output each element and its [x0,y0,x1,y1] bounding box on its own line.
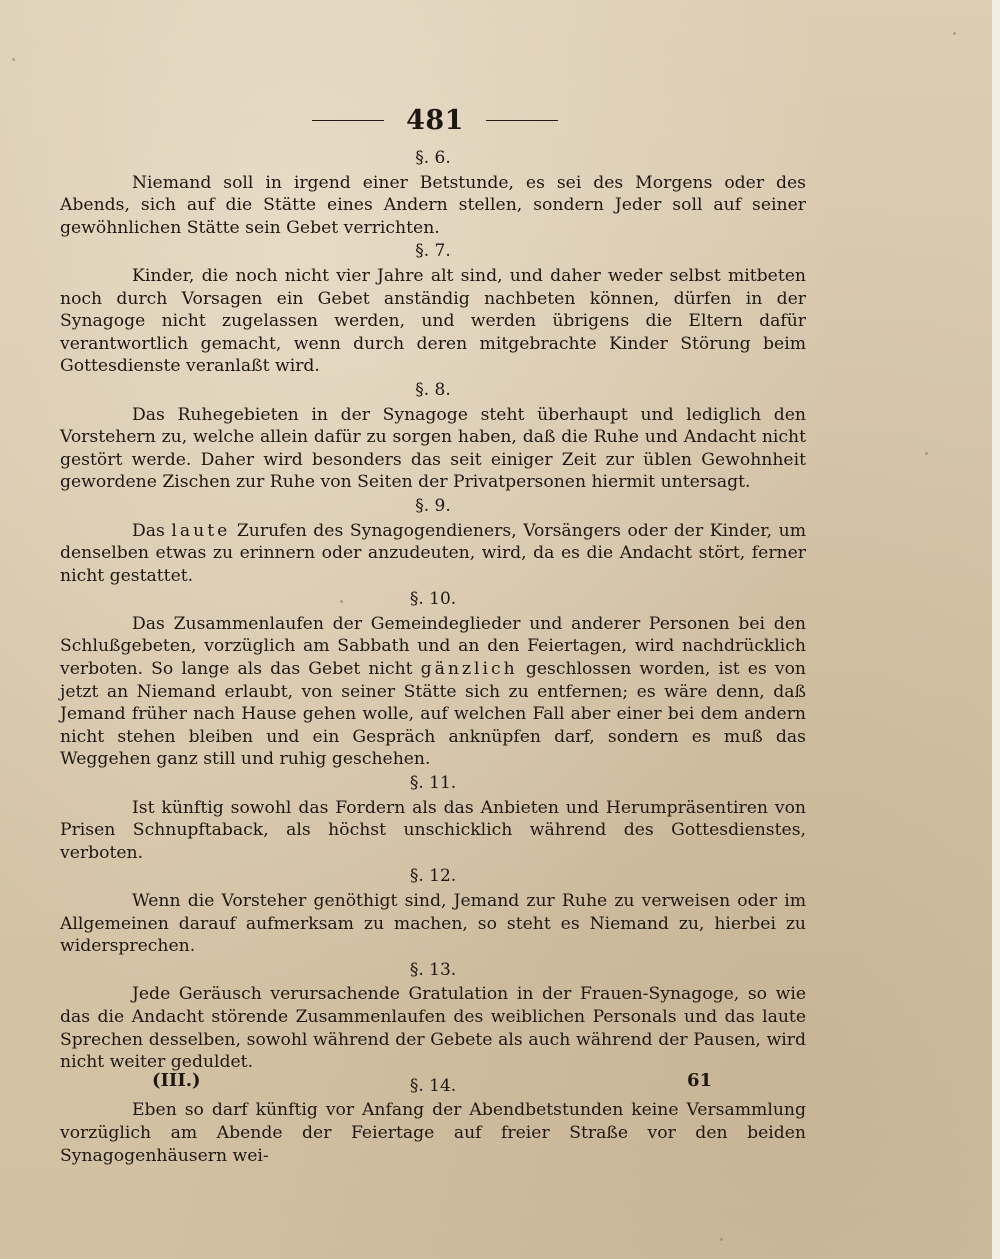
section-paragraph [60,520,806,588]
section-paragraph [60,613,806,771]
section-heading: §. 14. [409,1075,457,1096]
paragraph-text: geschlossen worden, ist es von jetzt an Niemand erlaubt, von seiner Stätte sich zu entfernen; es wäre denn, daß Jemand früher nach Hause gehen wolle, auf welchen Fall aber einer bei dem andern nicht stehen bleiben und ein Gespräch anknüpfen darf, sondern es muß das Weggehen ganz still und ruhig geschehen. [60,659,806,770]
section-heading: §. 12. [409,866,457,887]
section-heading: §. 9. [415,495,451,516]
signature-mark: (III.) [152,1070,201,1091]
page-edge [992,0,1000,1259]
paper-speck [925,452,928,455]
section-paragraph: Eben so darf künftig vor Anfang der Abendbetstunden keine Versammlung vorzüglich am Abende der Feiertage auf freier Straße vor den beiden Synagogenhäusern wei- [60,1100,806,1166]
page-number: 481 [406,104,464,136]
header-rule-left [312,120,384,121]
section-heading: §. 8. [415,379,451,400]
page-footer [152,1070,712,1091]
paragraph-text: Das [132,520,172,541]
emphasized-word: gänzlich [420,659,518,680]
paper-speck [12,58,15,61]
section-paragraph: Jede Geräusch verursachende Gratulation in der Frauen-Synagoge, so wie das die Andacht störende Zusammenlaufen des weiblichen Personals und das laute Sprechen desselben, sowohl während der Gebete als auch während der Pausen, wird nicht weiter geduldet. [60,984,806,1073]
sheet-number: 61 [686,1070,712,1091]
section-heading: §. 11. [409,773,457,794]
paper-speck [953,32,956,35]
paper-speck [720,1238,723,1241]
section-heading: §. 6. [415,148,451,168]
paragraph-text: Zurufen des Synagogendieners, Vorsängers oder der Kinder, um denselben etwas zu erinnern oder anzudeuten, wird, da es die Andacht stört, ferner nicht gestattet. [60,520,806,586]
section-paragraph: Wenn die Vorsteher genöthigt sind, Jemand zur Ruhe zu verweisen oder im Allgemeinen darauf aufmerksam zu machen, so steht es Niemand zu, hierbei zu widersprechen. [60,891,806,957]
section-paragraph: Kinder, die noch nicht vier Jahre alt sind, und daher weder selbst mitbeten noch durch Vorsagen ein Gebet anständig nachbeten können, dürfen in der Synagoge nicht zugelassen werden, und werden übrigens die Eltern dafür verantwortlich gemacht, wenn durch deren mitgebrachte Kinder Störung beim Gottesdienste veranlaßt wird. [60,265,806,377]
section-heading: §. 13. [409,959,457,980]
paragraph-text: Das Zusammenlaufen der Gemeindeglieder und anderer Personen bei den Schlußgebeten, vorzüglich am Sabbath und an den Feiertagen, wird nachdrücklich verboten. So lange als das Gebet nicht [60,613,806,680]
page-header [310,102,560,138]
header-rule-right [486,120,558,121]
emphasized-word: laute [171,520,231,541]
section-paragraph: Ist künftig sowohl das Fordern als das Anbieten und Herumpräsentiren von Prisen Schnupftaback, als höchst unschicklich während des Gottesdienstes, verboten. [60,797,806,863]
section-paragraph: Niemand soll in irgend einer Betstunde, es sei des Morgens oder des Abends, sich auf die Stätte eines Andern stellen, sondern Jeder soll auf seiner gewöhnlichen Stätte sein Gebet verrichten. [60,172,806,238]
section-heading: §. 10. [409,589,457,610]
section-paragraph: Das Ruhegebieten in der Synagoge steht überhaupt und lediglich den Vorstehern zu, welche allein dafür zu sorgen haben, daß die Ruhe und Andacht nicht gestört werde. Daher wird besonders das seit einiger Zeit zur üblen Gewohnheit gewordene Zischen zur Ruhe von Seiten der Privatpersonen hiermit untersagt. [60,404,806,493]
document-body [60,146,806,1167]
section-heading: §. 7. [415,241,451,262]
